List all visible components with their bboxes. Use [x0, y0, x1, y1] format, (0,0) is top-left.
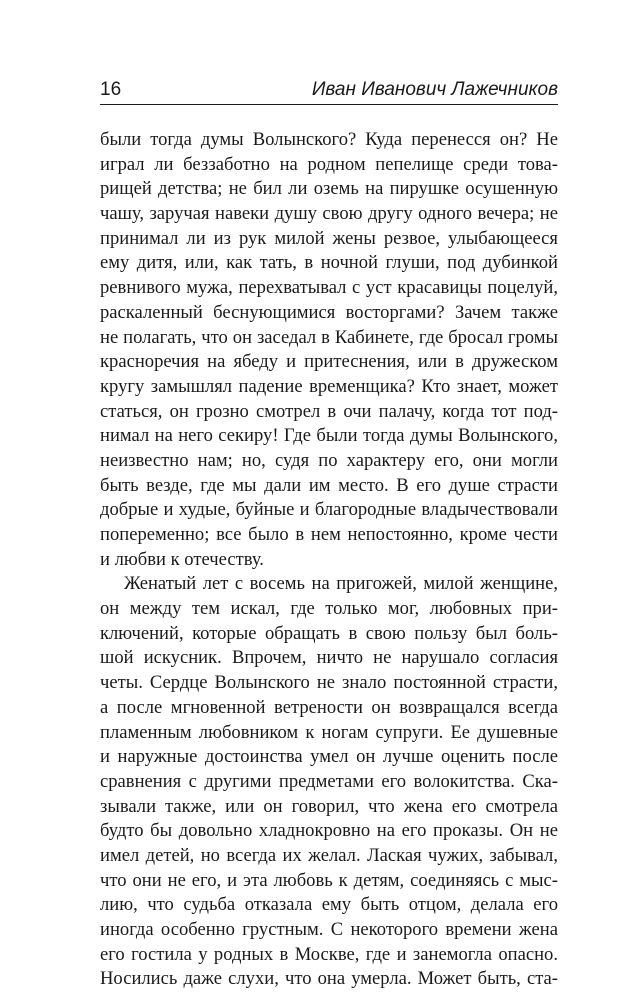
text-line: были тогда думы Волынского? Куда перенесся он? Не — [100, 129, 558, 150]
text-line: шой искусник. Впрочем, ничто не нарушало согласия — [100, 647, 558, 669]
text-line: что они не его, и эта любовь к детям, соединяясь с мыс- — [100, 869, 558, 891]
text-line: нимал на него секиру! Где были тогда думы Волынского, — [100, 425, 558, 447]
text-line: зывали также, или он говорил, что жена его смотрела — [100, 795, 558, 817]
running-head — [100, 78, 558, 102]
text-line: ему дитя, или, как тать, в ночной глуши, под дубинкой — [100, 252, 558, 274]
text-line: попеременно; все было в нем непостоянно, кроме чести — [100, 524, 558, 545]
text-line: ключений, которые обращать в свою пользу был боль- — [100, 622, 558, 644]
text-line: статься, он грозно смотрел в очи палачу, когда тот под- — [100, 400, 558, 422]
text-line: иногда особенно грустным. С некоторого времени жена — [100, 919, 558, 940]
text-line: он между тем искал, где только мог, любовных при- — [100, 598, 558, 620]
text-line: и любви к отечеству. — [100, 548, 264, 570]
header-rule — [100, 104, 558, 105]
text-line: неизвестно нам; но, судя по характеру его, они могли — [100, 449, 558, 471]
text-line: чашу, заручая навеки душу свою другу одного вечера; не — [100, 203, 558, 225]
text-line: раскаленный беснующимися восторгами? Зачем также — [100, 301, 558, 323]
text-line: лию, что судьба отказала ему быть отцом, делала его — [100, 894, 558, 916]
paragraph-2 — [100, 572, 558, 992]
text-line: имел детей, но всегда их желал. Лаская чужих, забывал, — [100, 844, 558, 866]
text-line: принимал ли из рук милой жены резвое, улыбающееся — [100, 227, 558, 249]
text-line: пламенным любовником к ногам супруги. Ее душевные — [100, 721, 558, 743]
text-line: играл ли беззаботно на родном пепелище среди това- — [100, 153, 558, 175]
text-line: а после мгновенной ветрености он возвращался всегда — [100, 696, 558, 718]
text-line: его гостила у родных в Москве, где и занемогла опасно. — [100, 943, 558, 965]
text-line: рищей детства; не бил ли оземь на пирушке осушенную — [100, 178, 558, 200]
text-line: красноречия на ябеду и притеснения, или в дружеском — [100, 351, 558, 373]
text-line: будто бы довольно хладнокровно на его проказы. Он не — [100, 820, 558, 842]
text-line: и наружные достоинства умел он лучше оценить после — [100, 746, 558, 768]
text-line: быть везде, где мы дали им место. В его душе страсти — [100, 474, 558, 496]
running-title: Иван Иванович Лажечников — [311, 79, 558, 100]
paragraph-1 — [100, 128, 558, 572]
text-line: ревнивого мужа, перехватывал с уст красавицы поцелуй, — [100, 277, 558, 299]
text-line: кругу замышлял падение временщика? Кто знает, может — [100, 375, 558, 397]
page-number: 16 — [100, 79, 122, 100]
text-line: не полагать, что он заседал в Кабинете, где бросал громы — [100, 326, 558, 348]
text-line: добрые и худые, буйные и благородные владычествовали — [100, 499, 558, 521]
text-line: Женатый лет с восемь на пригожей, милой женщине, — [124, 573, 558, 595]
text-line: сравнения с другими предметами его волокитства. Ска- — [100, 770, 558, 792]
body-text — [100, 128, 558, 992]
text-line: четы. Сердце Волынского не знало постоянной страсти, — [100, 672, 558, 694]
text-line: Носились даже слухи, что она умерла. Может быть, ста- — [100, 968, 558, 990]
